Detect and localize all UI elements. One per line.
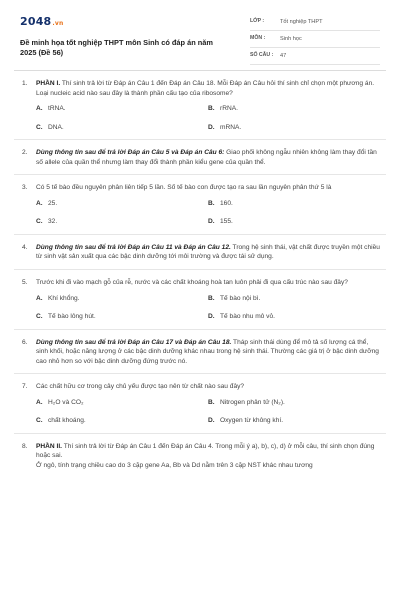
answer-option[interactable] (36, 104, 208, 114)
option-text: H₂O và CO₂ (48, 398, 84, 406)
option-text: Khí khổng. (48, 294, 80, 302)
answer-option[interactable] (208, 199, 380, 209)
question-number: 2. (22, 149, 28, 157)
question-text: Có 5 tế bào đều nguyên phân liên tiếp 5 lần. Số tế bào con được tạo ra sau lần nguyên phân thứ 5 là (36, 184, 332, 192)
option-key: B. (208, 105, 215, 113)
question-text: Trước khi đi vào mạch gỗ của rễ, nước và các chất khoáng hoà tan luôn phải đi qua cấu trúc nào sau đây? (36, 279, 348, 287)
option-text: Tế bào nhu mô vỏ. (220, 313, 275, 321)
option-key: B. (208, 294, 215, 302)
meta-value: Sinh học (280, 35, 302, 42)
answer-option[interactable] (36, 294, 208, 304)
answer-options (36, 294, 380, 322)
question-text: Các chất hữu cơ trong cây chủ yếu được tạo nên từ chất nào sau đây? (36, 383, 245, 391)
question-part-label: PHẦN I. (36, 80, 61, 87)
question-text: Thí sinh trả lời từ Đáp án Câu 1 đến Đáp án Câu 18. Mỗi Đáp án Câu hỏi thí sinh chỉ chọn một phương án. (60, 80, 375, 87)
option-key: C. (36, 417, 43, 425)
option-key: A. (36, 105, 43, 113)
question-text: Giao phối không ngẫu nhiên không làm thay đổi tần số allele của quần thể nhưng làm thay đổi thành phần kiểu gene của quần thể. (36, 149, 377, 166)
option-text: DNA. (48, 123, 64, 131)
option-text: tRNA. (48, 105, 66, 113)
meta-row-subject (250, 31, 380, 48)
option-text: Tế bào nội bì. (220, 294, 261, 302)
question-number: 3. (22, 184, 28, 192)
question-number: 6. (22, 338, 28, 346)
document-meta (250, 14, 380, 65)
answer-options (36, 199, 380, 227)
logo-text: 2048 (20, 15, 52, 28)
question-instruction: Dùng thông tin sau để trả lời Đáp án Câu 17 và Đáp án Câu 18. (36, 338, 232, 346)
answer-option[interactable] (208, 123, 380, 133)
question-item (14, 270, 386, 330)
question-item (14, 434, 386, 478)
question-item (14, 235, 386, 270)
question-text: Loại nucleic acid nào sau đây là thành phần cấu tạo của ribosome? (36, 89, 233, 97)
question-item (14, 140, 386, 175)
meta-row-count (250, 48, 380, 65)
option-text: chất khoáng. (48, 417, 86, 425)
option-key: C. (36, 218, 43, 226)
answer-option[interactable] (36, 123, 208, 133)
answer-option[interactable] (36, 199, 208, 209)
answer-option[interactable] (208, 416, 380, 426)
question-item (14, 374, 386, 434)
question-item (14, 175, 386, 235)
option-key: B. (208, 199, 215, 207)
option-key: D. (208, 417, 215, 425)
question-text: Trong hệ sinh thái, vật chất được truyền một chiều từ sinh vật sản xuất qua các bậc dinh dưỡng tới môi trường và được tái sử dụng. (36, 243, 380, 261)
meta-label: LỚP : (250, 18, 265, 25)
meta-value: 47 (280, 52, 287, 59)
answer-option[interactable] (208, 398, 380, 408)
meta-value: Tốt nghiệp THPT (280, 18, 323, 25)
question-instruction: Dùng thông tin sau để trả lời Đáp án Câu 11 và Đáp án Câu 12. (36, 243, 231, 251)
question-number: 7. (22, 383, 28, 391)
option-text: 155. (220, 218, 233, 226)
answer-option[interactable] (36, 312, 208, 322)
document-title: Đề minh họa tốt nghiệp THPT môn Sinh có đáp án năm 2025 (Đề 56) (20, 37, 213, 58)
question-instruction: Dùng thông tin sau để trả lời Đáp án Câu 5 và Đáp án Câu 6: (36, 149, 225, 157)
question-item (14, 71, 386, 140)
option-text: 32. (48, 218, 58, 226)
meta-label: SỐ CÂU : (250, 52, 274, 59)
option-key: C. (36, 123, 43, 131)
answer-option[interactable] (36, 416, 208, 426)
question-number: 1. (22, 80, 28, 87)
question-number: 5. (22, 279, 28, 287)
option-text: 160. (220, 199, 233, 207)
question-number: 4. (22, 243, 28, 251)
option-text: 25. (48, 199, 58, 207)
meta-row-class (250, 14, 380, 31)
answer-option[interactable] (208, 312, 380, 322)
meta-label: MÔN : (250, 35, 266, 42)
page-header (0, 0, 400, 70)
answer-option[interactable] (208, 294, 380, 304)
option-key: A. (36, 294, 43, 302)
answer-option[interactable] (36, 217, 208, 227)
option-key: C. (36, 313, 43, 321)
option-key: D. (208, 123, 215, 131)
option-text: rRNA. (220, 105, 238, 113)
question-text: Thí sinh trả lời từ Đáp án Câu 1 đến Đáp án Câu 4. Trong mỗi ý a), b), c), d) ở mỗi câu, thí sinh chọn đúng hoặc sai. (36, 442, 375, 460)
answer-options (36, 398, 380, 426)
option-text: mRNA. (220, 123, 242, 131)
answer-option[interactable] (36, 398, 208, 408)
option-key: D. (208, 313, 215, 321)
answer-option[interactable] (208, 104, 380, 114)
logo-tld: .vn (52, 20, 64, 27)
question-item (14, 330, 386, 375)
option-text: Tế bào lông hút. (48, 313, 96, 321)
answer-option[interactable] (208, 217, 380, 227)
question-part-label: PHẦN II. (36, 442, 63, 450)
question-text: Ở ngô, tính trạng chiều cao do 3 cặp gene Aa, Bb và Dd nằm trên 3 cặp NST khác nhau tương (36, 462, 313, 470)
option-text: Oxygen từ không khí. (220, 417, 284, 425)
question-number: 8. (22, 442, 28, 450)
answer-options (36, 104, 380, 132)
option-key: B. (208, 398, 215, 406)
question-text: Tháp sinh thái dùng để mô tả số lượng cá thể, sinh khối, hoặc năng lượng ở các bậc dinh dưỡng khác nhau trong hệ sinh thái. Thường các giá trị ở bậc dinh dưỡng cao nhỏ hơn so với bậc dinh dưỡng đứng trước nó. (36, 338, 379, 365)
option-key: A. (36, 398, 43, 406)
option-key: A. (36, 199, 43, 207)
option-key: D. (208, 218, 215, 226)
option-text: Nitrogen phân tử (N₂). (220, 398, 285, 406)
